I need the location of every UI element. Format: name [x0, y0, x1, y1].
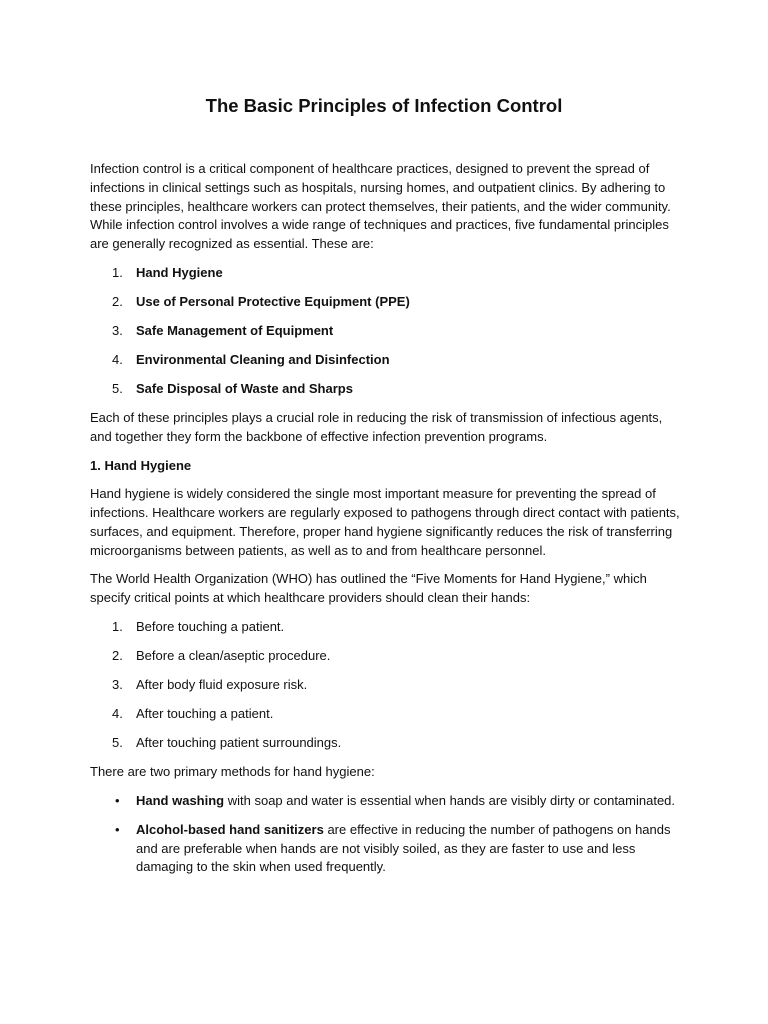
list-number: 2. [112, 648, 123, 664]
moment-text: Before touching a patient. [136, 619, 285, 635]
methods-list [90, 792, 680, 877]
principle-text: Use of Personal Protective Equipment (PPE) [136, 293, 410, 309]
list-item [90, 821, 680, 877]
principles-summary-paragraph: Each of these principles plays a crucial role in reducing the risk of transmission of infectious agents, and together they form the backbone of effective infection prevention programs. [90, 409, 663, 444]
list-number: 5. [112, 735, 123, 751]
method-description: are effective in reducing the number of pathogens on hands and are preferable when hands are not visibly soiled, as they are faster to use and less damaging to the skin when used frequently. [136, 821, 671, 875]
list-item [90, 792, 680, 811]
principle-text: Safe Management of Equipment [136, 322, 334, 338]
list-number: 4. [112, 351, 123, 367]
bullet-icon: • [115, 792, 120, 808]
principle-text: Safe Disposal of Waste and Sharps [136, 380, 353, 396]
method-term: Hand washing [136, 792, 225, 808]
who-moments-paragraph: The World Health Organization (WHO) has outlined the “Five Moments for Hand Hygiene,” which specify critical points at which healthcare providers should clean their hands: [90, 571, 647, 606]
method-term: Alcohol-based hand sanitizers [136, 821, 324, 837]
method-description: with soap and water is essential when hands are visibly dirty or contaminated. [224, 792, 676, 808]
principle-text: Environmental Cleaning and Disinfection [136, 351, 390, 367]
list-item [90, 647, 680, 666]
list-number: 4. [112, 706, 123, 722]
list-item [90, 264, 680, 283]
hand-hygiene-paragraph: Hand hygiene is widely considered the single most important measure for preventing the spread of infections. Healthcare workers are regularly exposed to pathogens through direct contact with patients, surfaces, and equipment. Therefore, proper hand hygiene significantly reduces the risk of transferring microorganisms between patients, as well as to and from healthcare personnel. [90, 486, 680, 558]
list-item [90, 618, 680, 637]
moment-text: After body fluid exposure risk. [136, 677, 308, 693]
moments-list [90, 618, 680, 753]
bullet-icon: • [115, 821, 120, 837]
list-number: 1. [112, 619, 123, 635]
intro-paragraph: Infection control is a critical component of healthcare practices, designed to prevent the spread of infections in clinical settings such as hospitals, nursing homes, and outpatient clinics. By adhering to these principles, healthcare workers can protect themselves, their patients, and the wider community. While infection control involves a wide range of techniques and practices, five fundamental principles are generally recognized as essential. These are: [90, 161, 671, 252]
list-item [90, 351, 680, 370]
list-number: 3. [112, 322, 123, 338]
document-body [90, 160, 680, 887]
document-title: The Basic Principles of Infection Control [205, 95, 563, 116]
moment-text: Before a clean/aseptic procedure. [136, 648, 331, 664]
list-number: 2. [112, 293, 123, 309]
principle-text: Hand Hygiene [136, 264, 223, 280]
moment-text: After touching a patient. [136, 706, 274, 722]
list-item [90, 734, 680, 753]
list-item [90, 705, 680, 724]
list-number: 3. [112, 677, 123, 693]
section-heading: 1. Hand Hygiene [90, 457, 192, 473]
methods-intro-paragraph: There are two primary methods for hand hygiene: [90, 764, 375, 779]
list-item [90, 676, 680, 695]
list-item [90, 380, 680, 399]
moment-text: After touching patient surroundings. [136, 735, 342, 751]
list-item [90, 322, 680, 341]
list-item [90, 293, 680, 312]
list-number: 5. [112, 380, 123, 396]
principles-list [90, 264, 680, 399]
list-number: 1. [112, 264, 123, 280]
